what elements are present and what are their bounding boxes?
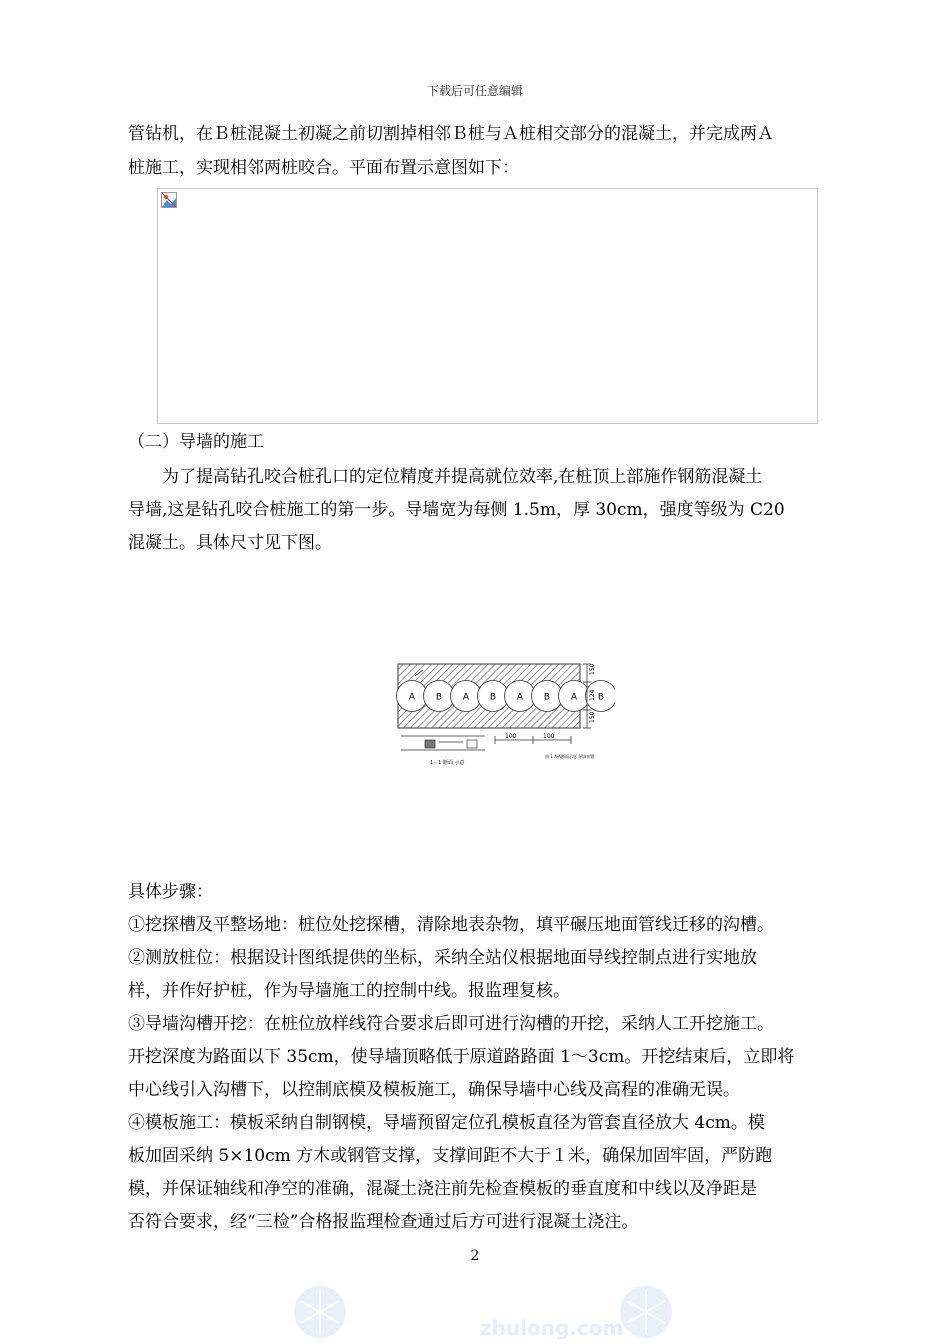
- dim-bottom-label: 150: [589, 711, 596, 723]
- diagram-caption-right: 图 1 A-A断面示意 导墙布置: [545, 754, 595, 759]
- page-header: 下载后可任意编辑: [426, 84, 523, 98]
- step-4-line: 否符合要求，经“三检”合格报监理检查通过后方可进行混凝土浇注。: [128, 1212, 639, 1232]
- pile-label: B: [435, 692, 443, 703]
- pile-label: A: [408, 692, 416, 703]
- diagram-caption-left: 1－1 断面 示意: [430, 760, 465, 766]
- section-detail: [401, 736, 485, 750]
- step-3-line: 开挖深度为路面以下 35cm，使导墙顶略低于原道路路面 1～3cm。开挖结束后，立即将: [128, 1047, 795, 1067]
- paragraph-line: 导墙,这是钻孔咬合桩施工的第一步。导墙宽为每侧 1.5m，厚 30cm，强度等级为 C20: [128, 500, 785, 520]
- paragraph-line: 桩施工，实现相邻两桩咬合。平面布置示意图如下：: [128, 158, 519, 178]
- pile-label: A: [516, 692, 524, 703]
- step-2-line: 样，并作好护桩，作为导墙施工的控制中线。报监理复核。: [128, 981, 570, 1001]
- dim-left-label: 100: [505, 733, 517, 740]
- page-number: 2: [470, 1248, 480, 1264]
- dim-mid-label: 124: [589, 689, 596, 701]
- pile-label: A: [462, 692, 470, 703]
- step-1-line: ①挖探槽及平整场地：桩位处挖探槽，清除地表杂物，填平碾压地面管线迁移的沟槽。: [128, 915, 774, 935]
- step-4-line: 模，并保证轴线和净空的准确，混凝土浇注前先检查模板的垂直度和中线以及净距是: [128, 1179, 757, 1199]
- section-heading: （二）导墙的施工: [128, 432, 264, 452]
- watermark-text: zhulong.com: [480, 1316, 624, 1340]
- pile-label: B: [489, 692, 497, 703]
- guide-wall-diagram: [395, 658, 615, 770]
- pile-label: B: [543, 692, 551, 703]
- broken-image-icon: [161, 192, 177, 208]
- step-3-line: ③导墙沟槽开挖：在桩位放样线符合要求后即可进行沟槽的开挖，采纳人工开挖施工。: [128, 1014, 774, 1034]
- step-4-line: ④模板施工：模板采纳自制钢模，导墙预留定位孔模板直径为管套直径放大 4cm。模: [128, 1113, 765, 1133]
- step-2-line: ②测放桩位：根据设计图纸提供的坐标，采纳全站仪根据地面导线控制点进行实地放: [128, 948, 757, 968]
- dim-right-label: 100: [543, 733, 555, 740]
- paragraph-line: 管钻机，在Ｂ桩混凝土初凝之前切割掉相邻Ｂ桩与Ａ桩相交部分的混凝土，并完成两Ａ: [128, 124, 774, 144]
- dim-top-label: 150: [589, 663, 596, 675]
- pile-label: A: [570, 692, 578, 703]
- step-3-line: 中心线引入沟槽下，以控制底模及模板施工，确保导墙中心线及高程的准确无误。: [128, 1080, 740, 1100]
- paragraph-line: 混凝土。具体尺寸见下图。: [128, 533, 332, 553]
- layout-plan-image-placeholder: [157, 188, 818, 424]
- pile-label: B: [597, 692, 605, 703]
- step-4-line: 板加固采纳 5×10cm 方木或钢管支撑，支撑间距不大于１米，确保加固牢固，严防跑: [128, 1146, 773, 1166]
- paragraph-line: 为了提高钻孔咬合桩孔口的定位精度并提高就位效率,在桩顶上部施作钢筋混凝土: [128, 467, 763, 487]
- steps-title: 具体步骤：: [128, 882, 213, 902]
